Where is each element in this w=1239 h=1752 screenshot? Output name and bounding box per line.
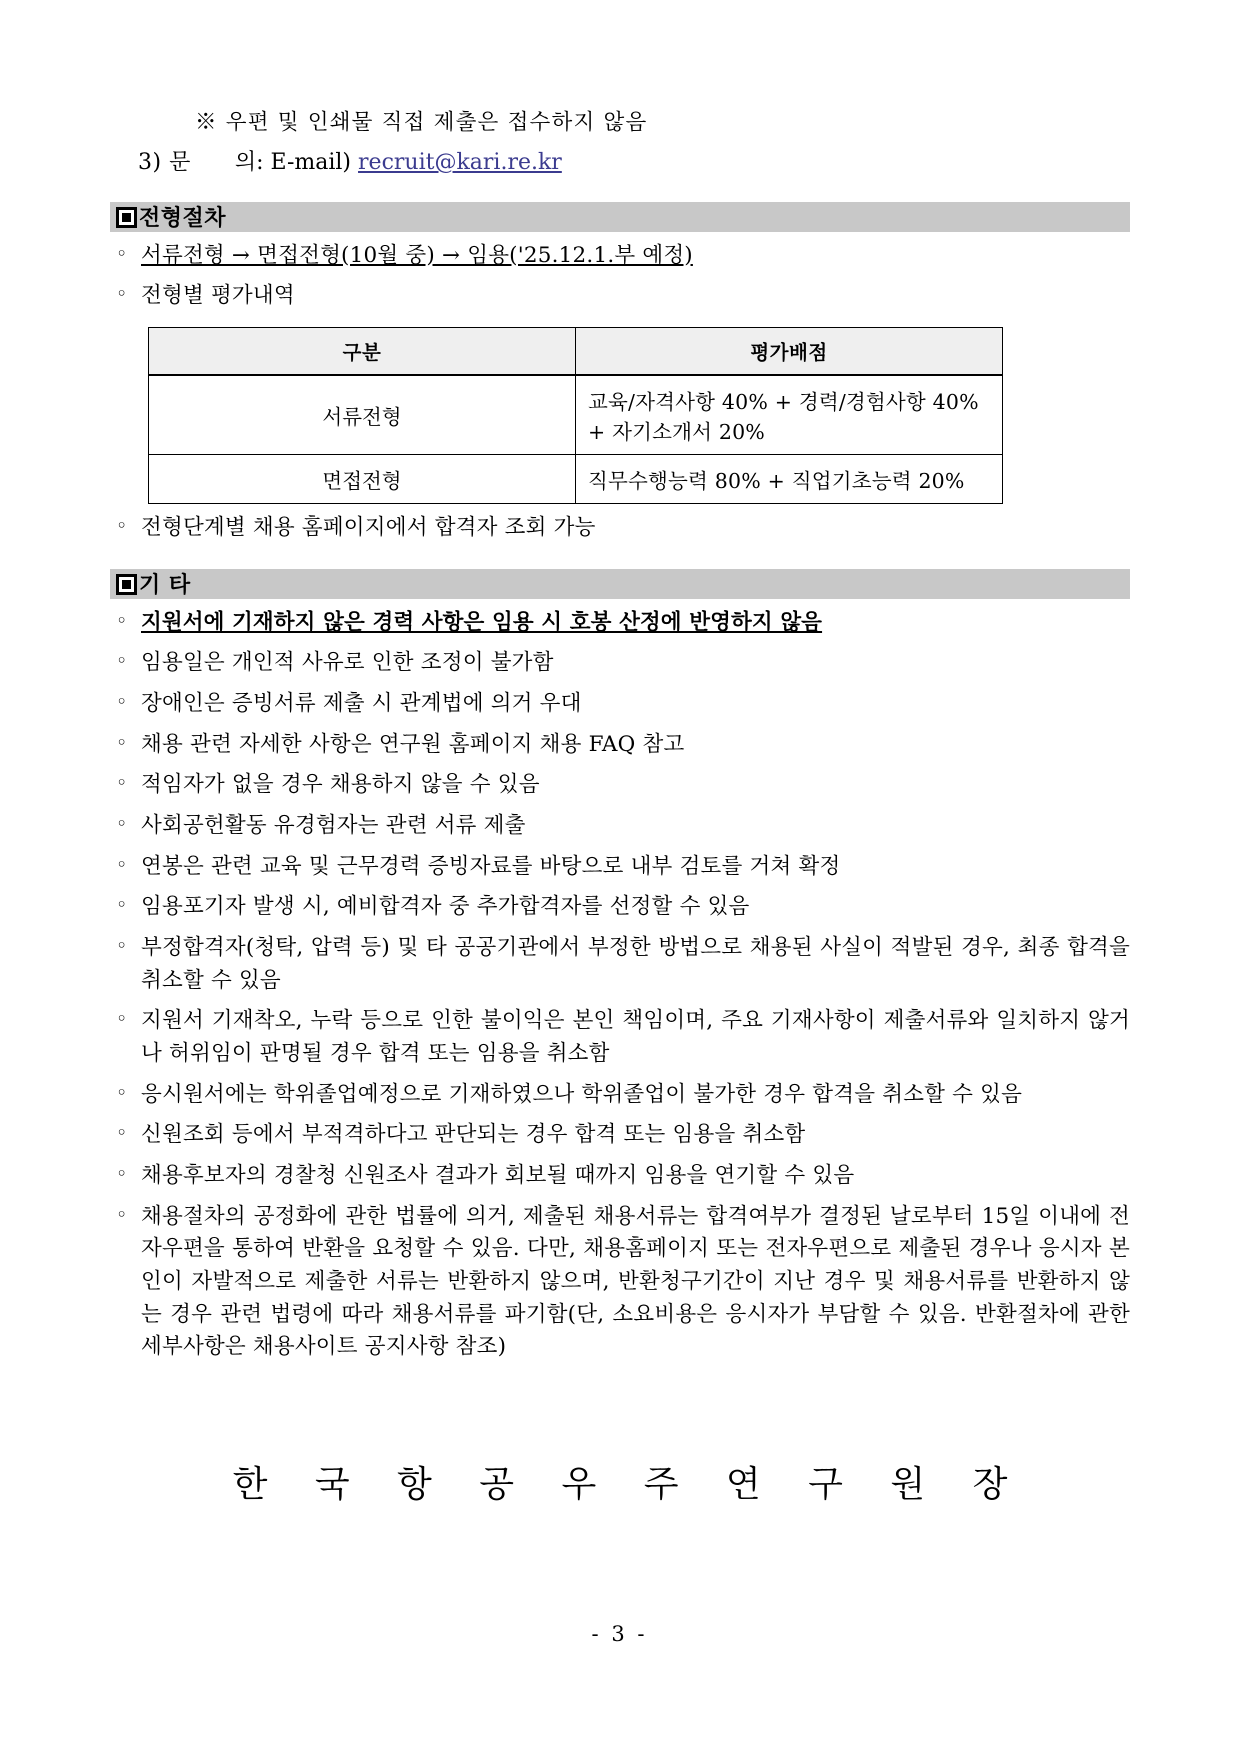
list-item-text: 부정합격자(청탁, 압력 등) 및 타 공공기관에서 부정한 방법으로 채용된 사실이 적발된 경우, 최종 합격을 취소할 수 있음 (141, 935, 1130, 993)
list-item (110, 1201, 1130, 1364)
list-item-text: 적임자가 없을 경우 채용하지 않을 수 있음 (141, 772, 540, 798)
submission-note: ※ 우편 및 인쇄물 직접 제출은 접수하지 않음 (195, 110, 648, 135)
list-item-text: 임용포기자 발생 시, 예비합격자 중 추가합격자를 선정할 수 있음 (141, 894, 750, 920)
page-number: - 3 - (591, 1622, 648, 1646)
section-title: 기 타 (139, 573, 191, 599)
list-item-text: 신원조회 등에서 부적격하다고 판단되는 경우 합격 또는 임용을 취소함 (141, 1122, 806, 1148)
cell-detail: 직무수행능력 80% + 직업기초능력 20% (576, 455, 1003, 504)
evaluation-table (148, 327, 1003, 504)
list-item (110, 240, 1130, 273)
contact-line (138, 148, 1130, 178)
filled-square-icon (116, 574, 137, 595)
list-item-text: 채용후보자의 경찰청 신원조사 결과가 회보될 때까지 임용을 연기할 수 있음 (141, 1163, 855, 1189)
cell-type: 면접전형 (149, 455, 576, 504)
list-item (110, 932, 1130, 997)
list-item-text: 서류전형 → 면접전형(10월 중) → 임용('25.12.1.부 예정) (141, 242, 693, 268)
list-item (110, 810, 1130, 843)
recruit-email-link[interactable]: recruit@kari.re.kr (358, 150, 562, 176)
list-item-text: 연봉은 관련 교육 및 근무경력 증빙자료를 바탕으로 내부 검토를 거쳐 확정 (141, 853, 841, 879)
list-item (110, 1005, 1130, 1070)
table-row (149, 375, 1003, 455)
contact-index: 3) 문 (138, 150, 191, 176)
list-item-text: 지원서에 기재하지 않은 경력 사항은 임용 시 호봉 산정에 반영하지 않음 (141, 609, 823, 635)
cell-type: 서류전형 (149, 375, 576, 455)
list-item (110, 1079, 1130, 1112)
list-item (110, 891, 1130, 924)
table-header-row (149, 328, 1003, 376)
list-item (110, 851, 1130, 884)
list-item-text: 장애인은 증빙서류 제출 시 관계법에 의거 우대 (141, 691, 582, 717)
list-item (110, 607, 1130, 640)
evaluation-table-wrap (148, 327, 1003, 504)
list-item-text: 전형단계별 채용 홈페이지에서 합격자 조회 가능 (141, 515, 596, 541)
section-header-screening-process (110, 202, 1130, 232)
list-item-text: 전형별 평가내역 (141, 283, 295, 309)
list-item-text: 사회공헌활동 유경험자는 관련 서류 제출 (141, 813, 526, 839)
col-header-score: 평가배점 (576, 328, 1003, 376)
list-item (110, 769, 1130, 802)
list-item (110, 1160, 1130, 1193)
issuer-signature: 한 국 항 공 우 주 연 구 원 장 (232, 1464, 1026, 1506)
section-header-other (110, 569, 1130, 599)
list-item-text: 응시원서에는 학위졸업예정으로 기재하였으나 학위졸업이 불가한 경우 합격을 취소할 수 있음 (141, 1081, 1023, 1107)
list-item-text: 채용 관련 자세한 사항은 연구원 홈페이지 채용 FAQ 참고 (141, 731, 685, 757)
col-header-type: 구분 (149, 328, 576, 376)
list-item (110, 512, 1130, 545)
list-item (110, 729, 1130, 762)
list-item (110, 1119, 1130, 1152)
contact-label: 의: E-mail) (234, 150, 352, 176)
list-item-text: 지원서 기재착오, 누락 등으로 인한 불이익은 본인 책임이며, 주요 기재사항이 제출서류와 일치하지 않거나 허위임이 판명될 경우 합격 또는 임용을 취소함 (141, 1008, 1130, 1067)
screening-process-list (110, 240, 1130, 313)
list-item (110, 688, 1130, 721)
cell-detail: 교육/자격사항 40% + 경력/경험사항 40% + 자기소개서 20% (576, 375, 1003, 455)
document-content (110, 108, 1130, 1507)
list-item (110, 647, 1130, 680)
list-item-text: 임용일은 개인적 사유로 인한 조정이 불가함 (141, 650, 554, 676)
list-item-text: 채용절차의 공정화에 관한 법률에 의거, 제출된 채용서류는 합격여부가 결정된 날로부터 15일 이내에 전자우편을 통하여 반환을 요청할 수 있음. 다만, 채용홈페이지 또는 전자우편으로 제출된 경우나 응시자 본인이 자발적으로 제출한 서류는 반환하지 않으며, 반환청구기간이 지난 경우 및 채용서류를 반환하지 않는 경우 관련 법령에 따라 채용서류를 파기함(단, 소요비용은 응시자가 부담할 수 있음. 반환절차에 관한 세부사항은 채용사이트 공지사항 참조) (141, 1203, 1130, 1360)
list-item (110, 280, 1130, 313)
section-title: 전형절차 (139, 206, 227, 232)
screening-process-list-tail (110, 512, 1130, 545)
table-row (149, 455, 1003, 504)
filled-square-icon (116, 207, 137, 228)
other-notes-list (110, 607, 1130, 1364)
